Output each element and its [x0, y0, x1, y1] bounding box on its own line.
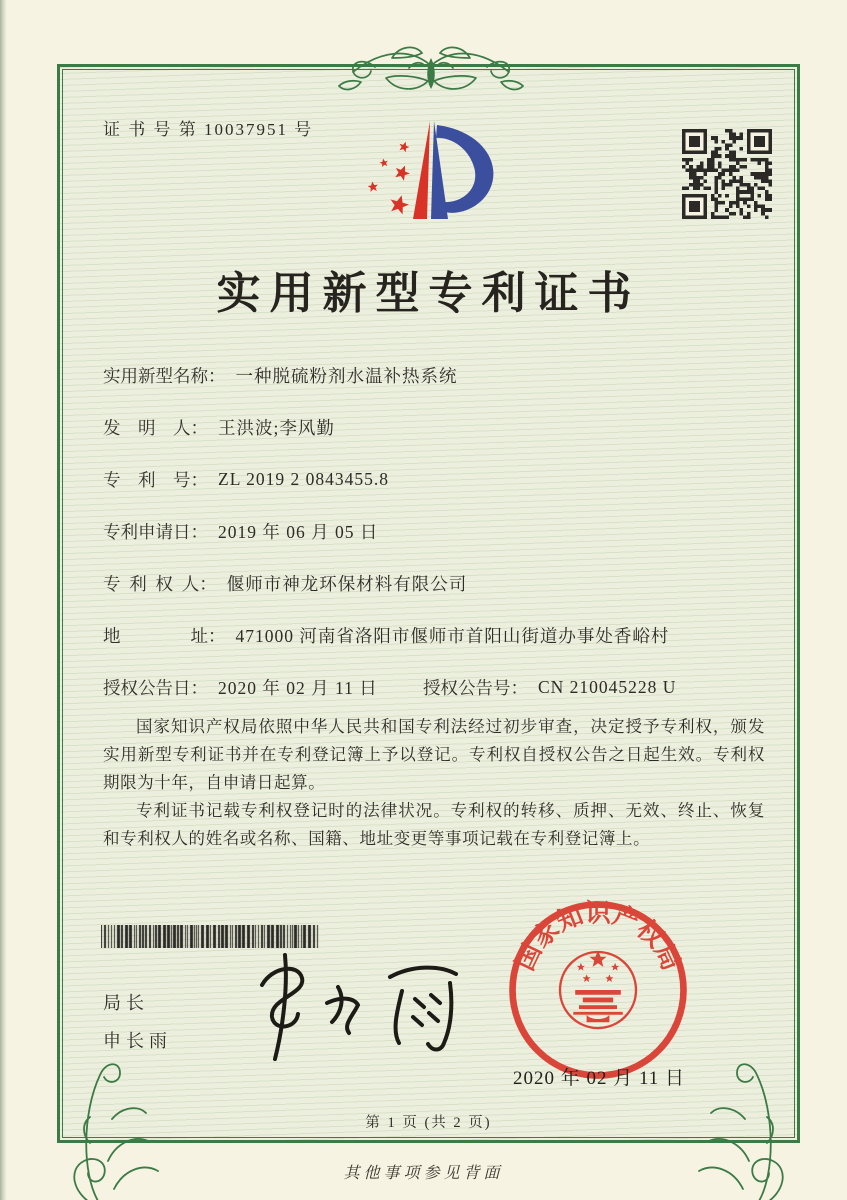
legal-paragraph-2: 专利证书记载专利权登记时的法律状况。专利权的转移、质押、无效、终止、恢复和专利权人的姓名或名称、国籍、地址变更等事项记载在专利登记簿上。	[103, 801, 765, 848]
grant-date-label: 授权公告日：	[103, 677, 208, 698]
logo-stars	[367, 140, 412, 215]
field-value: 王洪波;李风勤	[218, 417, 335, 438]
field-row-patentee	[103, 557, 761, 609]
fields-block	[103, 349, 761, 713]
grant-no-label: 授权公告号：	[423, 677, 528, 698]
certificate-title: 实用新型专利证书	[216, 269, 641, 318]
back-side-note: 其他事项参见背面	[343, 1165, 504, 1182]
field-value: 一种脱硫粉剂水温补热系统	[235, 365, 458, 386]
top-vine-ornament	[291, 34, 571, 104]
handwritten-signature	[210, 945, 490, 1070]
qr-code	[682, 129, 772, 219]
grant-no-value: CN 210045228 U	[538, 676, 677, 697]
field-label: 专利申请日：	[103, 521, 208, 542]
grant-date-value: 2020 年 02 月 11 日	[218, 677, 378, 698]
official-seal	[503, 895, 693, 1085]
commissioner-title: 局长	[103, 993, 149, 1013]
certificate-frame	[57, 64, 800, 1143]
field-row-address	[103, 609, 761, 661]
field-value: 471000 河南省洛阳市偃师市首阳山街道办事处香峪村	[235, 625, 670, 646]
commissioner-name: 申长雨	[103, 1031, 172, 1051]
certificate-number: 证 书 号 第 10037951 号	[103, 120, 314, 139]
logo-red-wedge	[413, 121, 430, 219]
field-value: ZL 2019 2 0843455.8	[218, 468, 389, 489]
legal-paragraph-1: 国家知识产权局依照中华人民共和国专利法经过初步审查，决定授予专利权，颁发实用新型专利证书并在专利登记簿上予以登记。专利权自授权公告之日起生效。专利权期限为十年，自申请日起算。	[103, 717, 765, 792]
seal-ring-text: 国家知识产权局	[509, 898, 687, 975]
field-row-name	[103, 349, 761, 401]
field-label: 发 明 人：	[103, 417, 208, 438]
field-label: 地 址：	[103, 625, 226, 646]
field-label: 专 利 号：	[103, 469, 208, 490]
field-label: 实用新型名称：	[103, 365, 226, 386]
legal-text-block	[103, 713, 765, 853]
field-row-grant	[103, 661, 761, 713]
field-row-filing-date	[103, 505, 761, 557]
seal-date: 2020 年 02 月 11 日	[512, 1068, 686, 1089]
field-row-inventor	[103, 401, 761, 453]
field-value: 2019 年 06 月 05 日	[218, 521, 379, 542]
field-label: 专 利 权 人：	[103, 573, 217, 594]
page-number: 第 1 页 (共 2 页)	[365, 1115, 492, 1131]
field-row-patent-no	[103, 453, 761, 505]
field-value: 偃师市神龙环保材料有限公司	[226, 573, 468, 594]
scanned-page-edge	[0, 0, 7, 1200]
cnipa-logo	[330, 107, 530, 232]
seal-emblem	[573, 951, 622, 1023]
